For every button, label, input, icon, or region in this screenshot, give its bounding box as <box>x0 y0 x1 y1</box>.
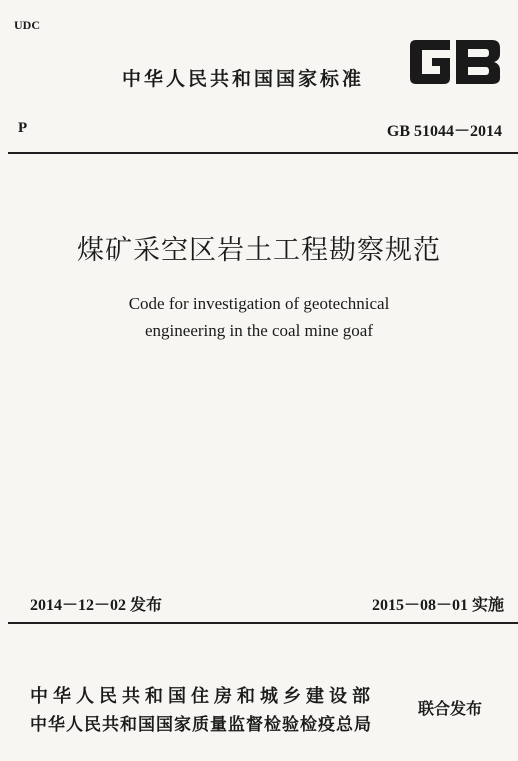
standard-number: GB 51044－2014 <box>386 123 502 140</box>
joint-issue-label: 联合发布 <box>418 699 483 718</box>
english-title-line1: Code for investigation of geotechnical <box>128 294 390 313</box>
implementation-date: 2015－08－01 实施 <box>371 597 504 614</box>
issue-date: 2014－12－02 发布 <box>30 597 163 614</box>
issuer-ministry: 中华人民共和国住房和城乡建设部 <box>30 686 375 707</box>
english-title <box>0 290 518 344</box>
national-standard-title: 中华人民共和国国家标准 <box>122 68 365 90</box>
footer-divider <box>8 622 518 624</box>
udc-label: UDC <box>14 18 40 32</box>
header-divider <box>8 152 518 154</box>
issuer-aqsiq: 中华人民共和国国家质量监督检验检疫总局 <box>30 715 372 735</box>
gb-logo <box>406 38 504 86</box>
chinese-title: 煤矿采空区岩土工程勘察规范 <box>77 235 441 266</box>
classification-code: P <box>18 120 28 136</box>
english-title-line2: engineering in the coal mine goaf <box>145 321 373 340</box>
